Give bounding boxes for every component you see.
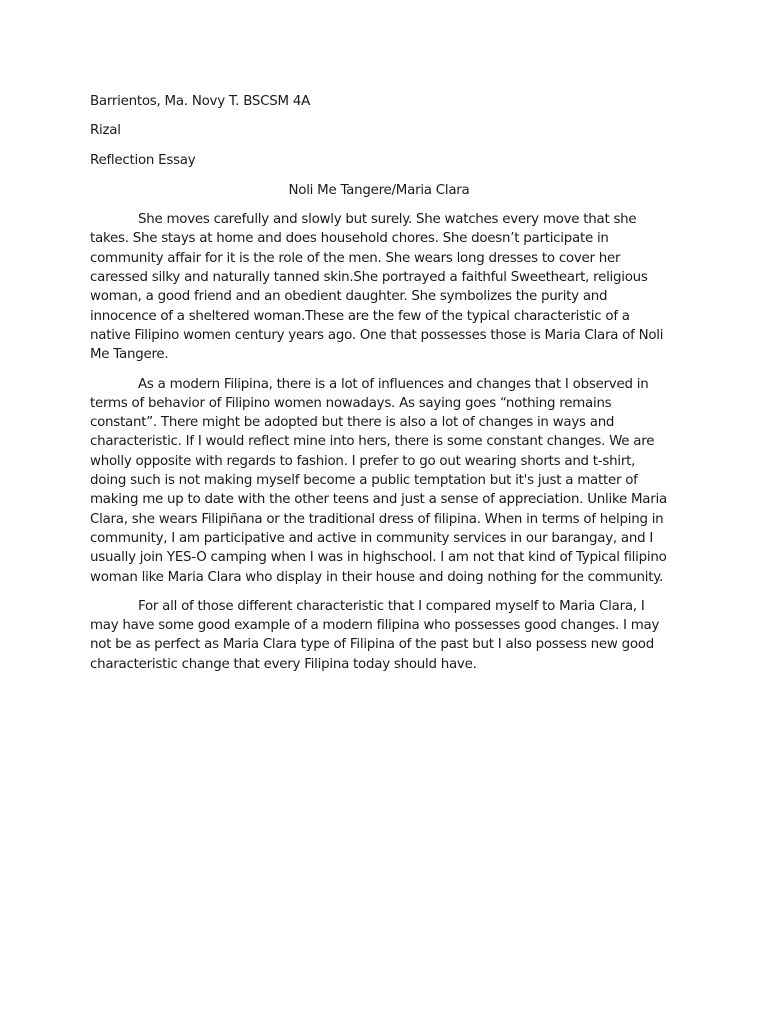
document-type-line: Reflection Essay xyxy=(90,152,196,168)
essay-paragraph-3: For all of those different characteristic that I compared myself to Maria Clara, I may have some good example of a modern filipina who possesses good changes. I may not be as perfect as Maria Clara type of Filipina of the past but I also possess new good characteristic change that every Filipina today should have. xyxy=(90,598,660,672)
essay-title: Noli Me Tangere/Maria Clara xyxy=(288,182,470,198)
subject-line: Rizal xyxy=(90,123,121,139)
essay-paragraph-2: As a modern Filipina, there is a lot of influences and changes that I observed in terms of behavior of Filipino women nowadays. As saying goes “nothing remains constant”. There might be adopted but there is also a lot of changes in ways and characteristic. If I would reflect mine into hers, there is some constant changes. We are wholly opposite with regards to fashion. I prefer to go out wearing shorts and t-shirt, doing such is not making myself become a public temptation but it's just a matter of making me up to date with the other teens and just a sense of appreciation. Unlike Maria Clara, she wears Filipiñana or the traditional dress of filipina. When in terms of helping in community, I am participative and active in community services in our barangay, and I usually join YES-O camping when I was in highschool. I am not that kind of Typical filipino woman like Maria Clara who display in their house and doing nothing for the community. xyxy=(90,376,667,585)
document-body xyxy=(90,92,668,674)
essay-paragraph-1: She moves carefully and slowly but surely. She watches every move that she takes. She stays at home and does household chores. She doesn’t participate in community affair for it is the role of the men. She wears long dresses to cover her caressed silky and naturally tanned skin.She portrayed a faithful Sweetheart, religious woman, a good friend and an obedient daughter. She symbolizes the purity and innocence of a sheltered woman.These are the few of the typical characteristic of a native Filipino women century years ago. One that possesses those is Maria Clara of Noli Me Tangere. xyxy=(90,212,664,363)
author-line: Barrientos, Ma. Novy T. BSCSM 4A xyxy=(90,94,311,109)
